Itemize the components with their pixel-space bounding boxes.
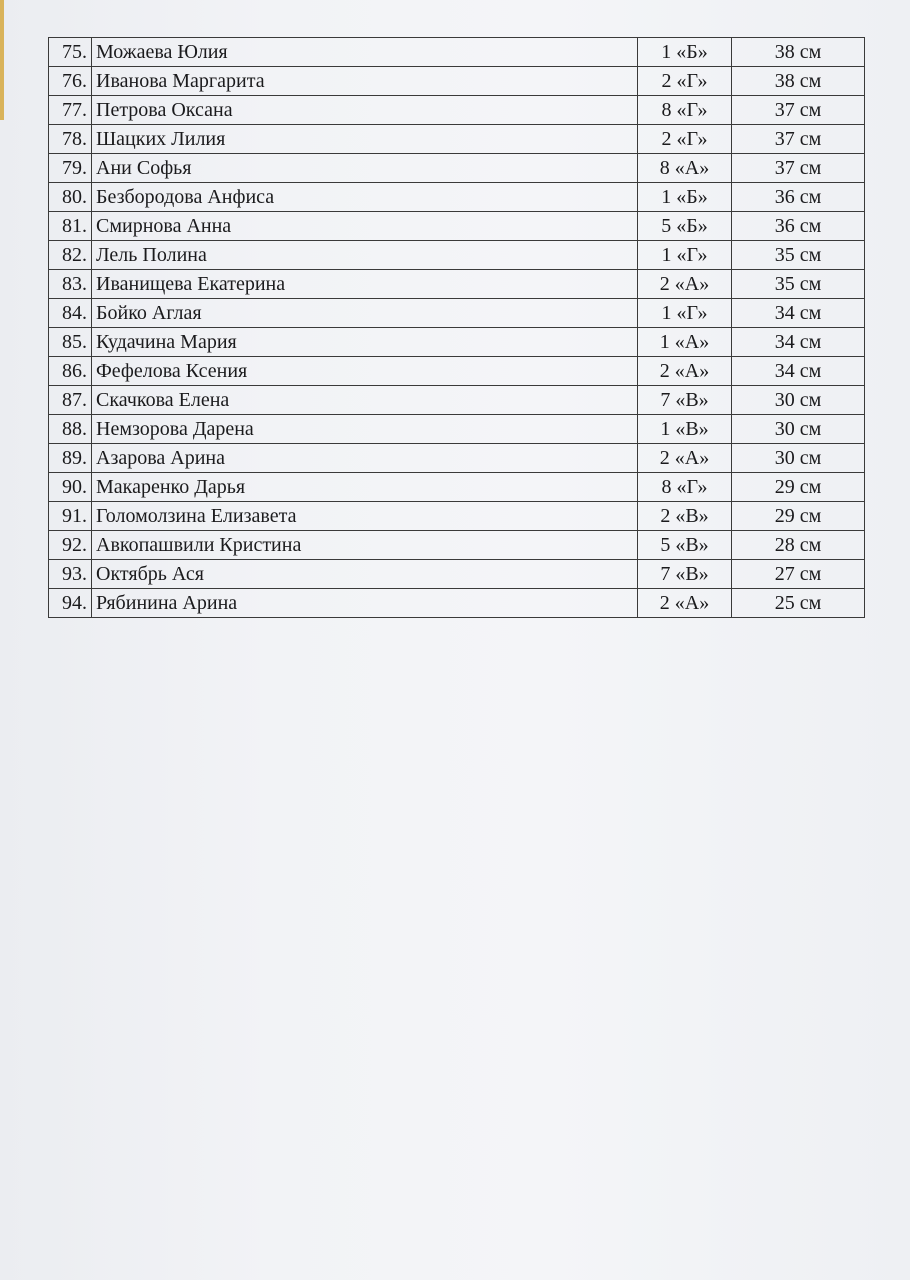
length-value: 35 см [732, 241, 865, 270]
class-label: 2 «А» [638, 589, 732, 618]
length-value: 34 см [732, 328, 865, 357]
table-row [49, 67, 865, 96]
student-name: Ани Софья [92, 154, 638, 183]
row-number: 84. [49, 299, 92, 328]
class-label: 1 «Г» [638, 299, 732, 328]
row-number: 93. [49, 560, 92, 589]
student-name: Безбородова Анфиса [92, 183, 638, 212]
student-name: Лель Полина [92, 241, 638, 270]
length-value: 38 см [732, 38, 865, 67]
length-value: 37 см [732, 154, 865, 183]
table-row [49, 589, 865, 618]
row-number: 91. [49, 502, 92, 531]
table-row [49, 386, 865, 415]
table-row [49, 154, 865, 183]
length-value: 36 см [732, 212, 865, 241]
row-number: 76. [49, 67, 92, 96]
student-name: Кудачина Мария [92, 328, 638, 357]
student-name: Азарова Арина [92, 444, 638, 473]
row-number: 86. [49, 357, 92, 386]
results-table [48, 37, 865, 618]
class-label: 2 «А» [638, 444, 732, 473]
row-number: 79. [49, 154, 92, 183]
row-number: 92. [49, 531, 92, 560]
student-name: Скачкова Елена [92, 386, 638, 415]
class-label: 1 «Б» [638, 38, 732, 67]
student-name: Иванищева Екатерина [92, 270, 638, 299]
table-row [49, 531, 865, 560]
student-name: Смирнова Анна [92, 212, 638, 241]
student-name: Шацких Лилия [92, 125, 638, 154]
student-name: Немзорова Дарена [92, 415, 638, 444]
class-label: 1 «Б» [638, 183, 732, 212]
class-label: 1 «В» [638, 415, 732, 444]
row-number: 88. [49, 415, 92, 444]
student-name: Макаренко Дарья [92, 473, 638, 502]
row-number: 82. [49, 241, 92, 270]
table-row [49, 183, 865, 212]
length-value: 29 см [732, 473, 865, 502]
student-name: Иванова Маргарита [92, 67, 638, 96]
class-label: 8 «А» [638, 154, 732, 183]
table-row [49, 328, 865, 357]
length-value: 30 см [732, 415, 865, 444]
class-label: 7 «В» [638, 386, 732, 415]
table-row [49, 38, 865, 67]
length-value: 25 см [732, 589, 865, 618]
length-value: 36 см [732, 183, 865, 212]
class-label: 8 «Г» [638, 96, 732, 125]
class-label: 2 «А» [638, 270, 732, 299]
length-value: 38 см [732, 67, 865, 96]
row-number: 77. [49, 96, 92, 125]
table-row [49, 212, 865, 241]
table-row [49, 502, 865, 531]
student-name: Голомолзина Елизавета [92, 502, 638, 531]
row-number: 80. [49, 183, 92, 212]
table-row [49, 96, 865, 125]
row-number: 78. [49, 125, 92, 154]
class-label: 7 «В» [638, 560, 732, 589]
student-name: Авкопашвили Кристина [92, 531, 638, 560]
class-label: 2 «А» [638, 357, 732, 386]
class-label: 2 «Г» [638, 125, 732, 154]
length-value: 28 см [732, 531, 865, 560]
table-row [49, 299, 865, 328]
student-name: Октябрь Ася [92, 560, 638, 589]
row-number: 75. [49, 38, 92, 67]
table-row [49, 270, 865, 299]
row-number: 85. [49, 328, 92, 357]
table-row [49, 357, 865, 386]
length-value: 37 см [732, 125, 865, 154]
student-name: Рябинина Арина [92, 589, 638, 618]
length-value: 35 см [732, 270, 865, 299]
row-number: 94. [49, 589, 92, 618]
class-label: 2 «В» [638, 502, 732, 531]
length-value: 29 см [732, 502, 865, 531]
table-row [49, 473, 865, 502]
table-row [49, 241, 865, 270]
row-number: 83. [49, 270, 92, 299]
table-row [49, 415, 865, 444]
page-edge-strip [0, 0, 4, 120]
student-name: Фефелова Ксения [92, 357, 638, 386]
class-label: 8 «Г» [638, 473, 732, 502]
length-value: 37 см [732, 96, 865, 125]
table-row [49, 125, 865, 154]
row-number: 81. [49, 212, 92, 241]
class-label: 2 «Г» [638, 67, 732, 96]
length-value: 34 см [732, 299, 865, 328]
table-row [49, 560, 865, 589]
student-name: Можаева Юлия [92, 38, 638, 67]
length-value: 34 см [732, 357, 865, 386]
student-name: Бойко Аглая [92, 299, 638, 328]
table-row [49, 444, 865, 473]
class-label: 5 «В» [638, 531, 732, 560]
row-number: 89. [49, 444, 92, 473]
length-value: 30 см [732, 444, 865, 473]
class-label: 1 «Г» [638, 241, 732, 270]
class-label: 1 «А» [638, 328, 732, 357]
student-name: Петрова Оксана [92, 96, 638, 125]
row-number: 90. [49, 473, 92, 502]
class-label: 5 «Б» [638, 212, 732, 241]
results-table-body [49, 38, 865, 618]
length-value: 27 см [732, 560, 865, 589]
length-value: 30 см [732, 386, 865, 415]
row-number: 87. [49, 386, 92, 415]
